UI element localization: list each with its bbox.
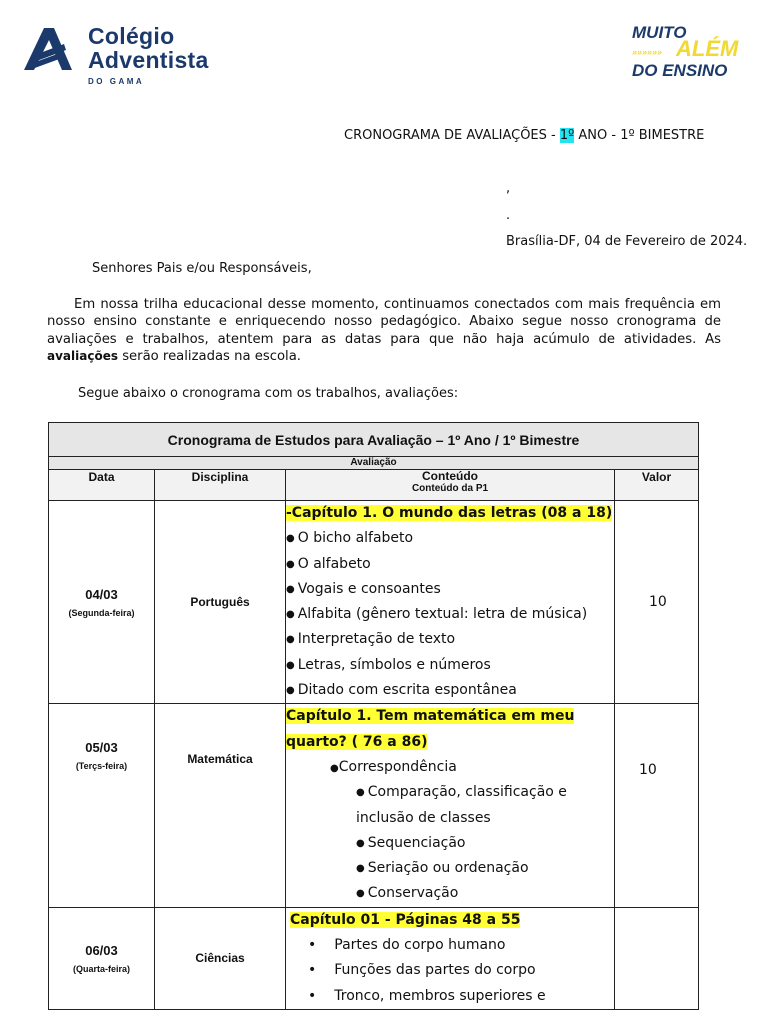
date-cell: [49, 501, 155, 704]
content-item: • Partes do corpo humano: [286, 933, 614, 958]
row-date: 05/03: [85, 740, 118, 756]
content-cell: Capítulo 1. Tem matemática em meu quarto? ( 76 a 86) ●Correspondência ● Comparação, classificação e inclusão de classes ● Sequenciação ● Seriação ou ordenação ● Conservação: [286, 704, 615, 907]
document-title: [344, 128, 704, 143]
slogan-line2: ALÉM: [676, 36, 739, 61]
table-row: [49, 704, 699, 907]
value-cell: 10: [615, 501, 699, 704]
row-weekday: (Terçs-feira): [75, 761, 128, 772]
chapter-title: -Capítulo 1. O mundo das letras (08 a 18): [286, 505, 613, 521]
content-item: • Tronco, membros superiores e: [286, 984, 614, 1009]
header-value: Valor: [615, 470, 699, 501]
intro-line: Segue abaixo o cronograma com os trabalhos, avaliações:: [78, 386, 459, 401]
discipline-cell: Português: [155, 501, 286, 704]
row-date: 06/03: [85, 942, 118, 958]
row-weekday: (Segunda-feira): [68, 607, 135, 618]
content-cell: [286, 907, 615, 1009]
dot-line: .: [506, 208, 511, 223]
school-subname: DO GAMA: [88, 77, 145, 86]
header-discipline: Disciplina: [155, 470, 286, 501]
paragraph-end: serão realizadas na escola.: [122, 349, 301, 365]
slogan-logo: [632, 24, 754, 88]
school-name-line1: Colégio: [88, 23, 175, 49]
date-cell: [49, 907, 155, 1009]
greeting: Senhores Pais e/ou Responsáveis,: [92, 261, 312, 276]
paragraph-text: Em nossa trilha educacional desse momento, continuamos conectados com mais frequência em nosso ensino constante e enriquecendo nosso pedagógico. Abaixo segue nosso cronograma de avaliações e trabalhos, atentem para as datas para que não haja acúmulo de atividades. As: [47, 297, 721, 347]
header-content-sub: Conteúdo da P1: [411, 483, 489, 494]
content-item: ● O bicho alfabeto: [286, 526, 614, 551]
table-subtitle: Avaliação: [49, 457, 699, 470]
date-cell: [49, 704, 155, 907]
title-part2: ANO - 1º BIMESTRE: [578, 128, 705, 143]
row-weekday: (Quarta-feira): [72, 963, 130, 974]
school-name-line2: Adventista: [88, 47, 209, 73]
header-content-label: Conteúdo: [422, 469, 478, 483]
content-cell: [286, 501, 615, 704]
content-item: ● Conservação: [286, 881, 614, 906]
comma-line: ,: [506, 181, 511, 196]
paragraph-bold: avaliações: [47, 349, 118, 364]
slogan-line3: DO ENSINO: [632, 61, 728, 80]
value-cell: [615, 907, 699, 1009]
content-item: ● Seriação ou ordenação: [286, 856, 614, 881]
row-date: 04/03: [85, 586, 118, 602]
content-item: ● Alfabita (gênero textual: letra de música): [286, 602, 614, 627]
chapter-title: Capítulo 1. Tem matemática em meu: [286, 708, 575, 725]
content-item: ● O alfabeto: [286, 552, 614, 577]
content-item: ● Ditado com escrita espontânea: [286, 678, 614, 703]
school-logo: [22, 22, 252, 92]
school-logo-icon: [22, 26, 74, 72]
main-paragraph: [47, 296, 721, 366]
content-item: ● Vogais e consoantes: [286, 577, 614, 602]
header-date: Data: [49, 470, 155, 501]
content-item: ● Interpretação de texto: [286, 627, 614, 652]
title-part1: CRONOGRAMA DE AVALIAÇÕES -: [344, 128, 560, 143]
content-item: inclusão de classes: [356, 809, 491, 826]
table-title: Cronograma de Estudos para Avaliação – 1º Ano / 1º Bimestre: [49, 423, 699, 457]
chapter-title: quarto? ( 76 a 86): [286, 733, 428, 750]
slogan-arrows-icon: »»»»»»: [632, 47, 663, 57]
content-item: ● Letras, símbolos e números: [286, 653, 614, 678]
discipline-cell: Ciências: [155, 907, 286, 1009]
table-row: [49, 907, 699, 1009]
slogan-line1: MUITO: [632, 23, 687, 42]
discipline-cell: Matemática: [155, 704, 286, 907]
content-item: ● Sequenciação: [286, 831, 614, 856]
content-item: ● Comparação, classificação e: [286, 780, 614, 805]
table-row: [49, 501, 699, 704]
title-highlight: 1º: [559, 128, 575, 143]
schedule-table: [48, 422, 699, 1010]
value-cell: 10: [615, 704, 699, 907]
content-item: • Funções das partes do corpo: [286, 958, 614, 983]
header-content: [286, 470, 615, 501]
chapter-title: Capítulo 01 - Páginas 48 a 55: [290, 911, 521, 928]
content-item: Correspondência: [338, 758, 457, 775]
place-date: Brasília-DF, 04 de Fevereiro de 2024.: [506, 234, 748, 249]
